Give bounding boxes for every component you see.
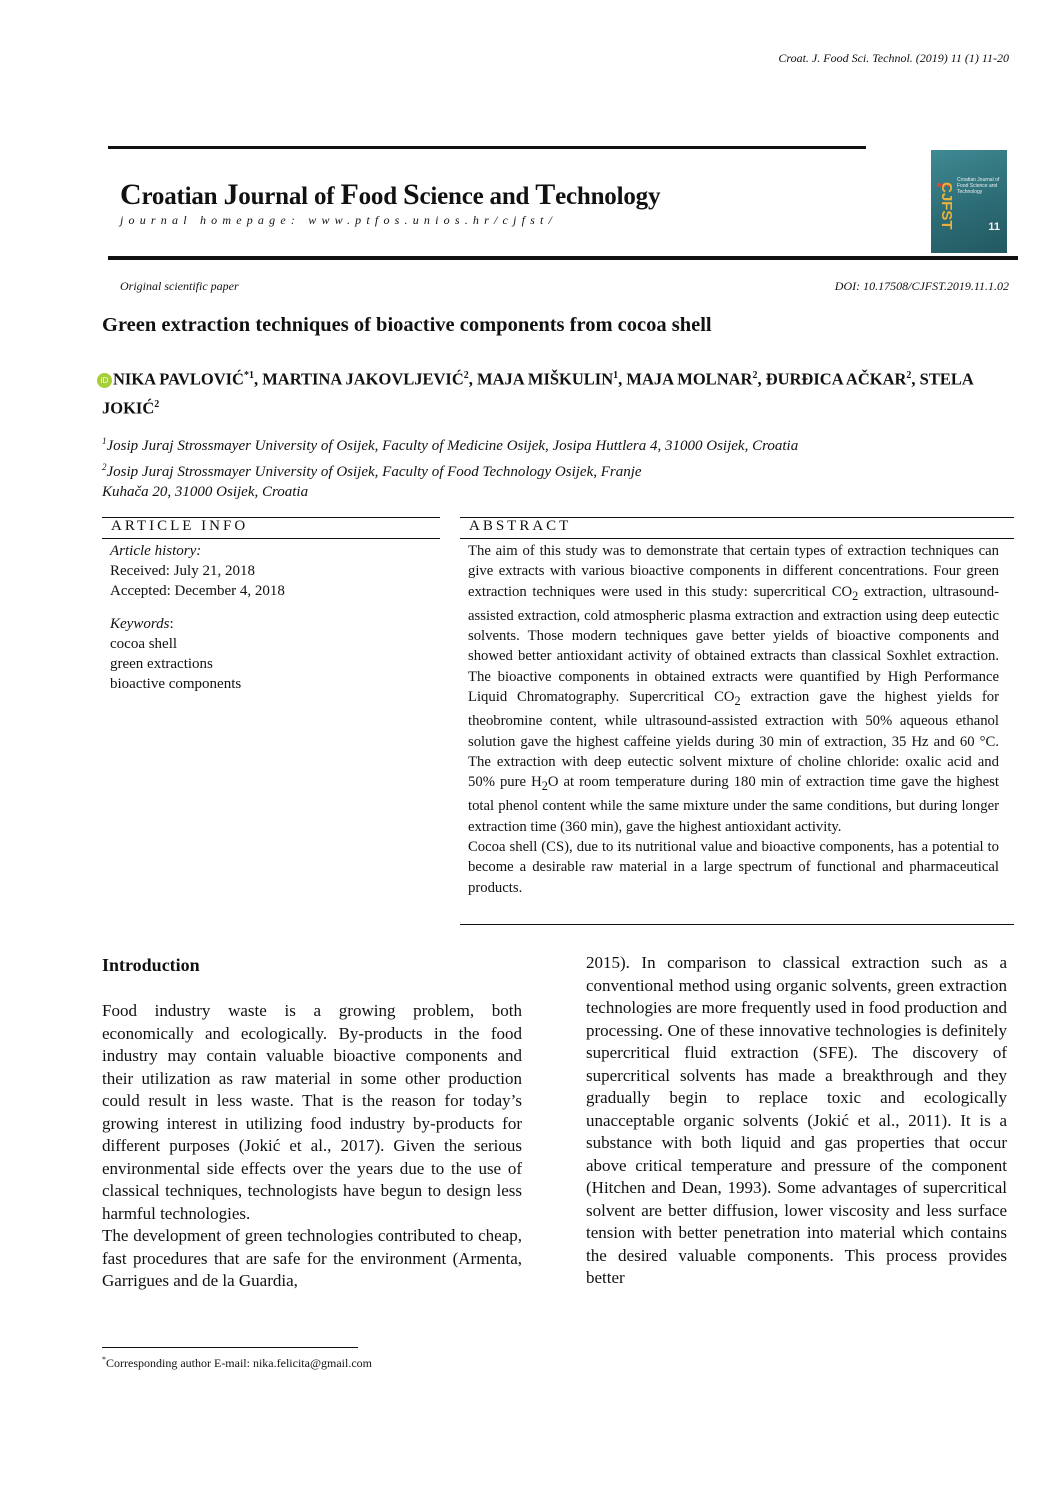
abstract-text bbox=[468, 541, 999, 898]
body-column-right bbox=[586, 952, 1007, 1290]
body-paragraph: The development of green technologies contributed to cheap, fast procedures that are safe for the environment (Armenta, Garrigues and de la Guardia, bbox=[102, 1226, 522, 1290]
affiliations bbox=[102, 431, 962, 503]
keyword-item: cocoa shell bbox=[110, 636, 178, 652]
journal-cover-image bbox=[931, 150, 1007, 253]
body-paragraph: 2015). In comparison to classical extraction such as a conventional method using organic solvents, green extraction technologies are more frequently used in food production and processing. One of these innovative technologies is definitely supercritical fluid extraction (SFE). The discovery of supercritical solvents has made a breakthrough and they gradually begin to replace toxic and ecologically unacceptable organic solvents (Jokić et al., 2011). It is a substance with both liquid and gas properties that occur above critical temperature and pressure of the component (Hitchen and Dean, 1993). Some advantages of supercritical solvent are better diffusion, lower viscosity and less surface tension with better penetration into material which contains the desired valuable components. This process provides better bbox=[586, 953, 1007, 1287]
author-name: MAJA MIŠKULIN bbox=[477, 369, 614, 389]
keyword-item: bioactive components bbox=[110, 676, 242, 692]
affiliation-text: Josip Juraj Strossmayer University of Osijek, Faculty of Medicine Osijek, Josipa Huttlera 4, 31000 Osijek, Croatia bbox=[106, 438, 799, 454]
affiliation-1 bbox=[102, 431, 962, 457]
journal-title[interactable] bbox=[120, 178, 660, 212]
cover-issue-number: 11 bbox=[988, 221, 1000, 233]
header-rule-top bbox=[108, 146, 866, 149]
author-sup: 2 bbox=[752, 370, 758, 381]
abstract-sub-rule bbox=[460, 538, 1014, 539]
body-paragraph: Food industry waste is a growing problem, both economically and ecologically. By-products in the food industry may contain valuable bioactive components and their utilization as raw material in some other production could result in less waste. That is the reason for today’s growing interest in utilizing food industry by-products for different purposes (Jokić et al., 2017). Given the serious environmental side effects over the years due to the use of classical techniques, technologists have begun to design less harmful technologies. bbox=[102, 1001, 522, 1223]
journal-title-cap: C bbox=[120, 178, 142, 211]
affiliation-sup: 2 bbox=[102, 461, 107, 472]
article-info-sub-rule bbox=[102, 538, 440, 539]
journal-citation: Croat. J. Food Sci. Technol. (2019) 11 (1) 11-20 bbox=[778, 51, 1009, 65]
abstract-bottom-rule bbox=[460, 924, 1014, 925]
author-sup: 2 bbox=[463, 370, 469, 381]
journal-title-cap: S bbox=[402, 178, 420, 211]
journal-homepage-link[interactable]: journal homepage: www.ptfos.unios.hr/cjfst/ bbox=[120, 213, 558, 227]
article-info-block bbox=[110, 541, 440, 694]
received-date: Received: July 21, 2018 bbox=[110, 563, 255, 579]
doi-link[interactable]: DOI: 10.17508/CJFST.2019.11.1.02 bbox=[834, 279, 1009, 293]
author-name: NIKA PAVLOVIĆ bbox=[113, 369, 244, 389]
footnote-rule bbox=[102, 1347, 358, 1348]
affiliation-sup: 1 bbox=[102, 436, 107, 446]
affiliation-2 bbox=[102, 457, 962, 483]
introduction-heading: Introduction bbox=[102, 955, 200, 975]
affiliation-2-cont: Kuhača 20, 31000 Osijek, Croatia bbox=[102, 484, 309, 500]
keywords-label: Keywords: bbox=[110, 616, 174, 632]
journal-title-part: ood bbox=[358, 183, 403, 210]
accepted-date: Accepted: December 4, 2018 bbox=[110, 583, 285, 599]
keyword-item: green extractions bbox=[110, 656, 213, 672]
journal-title-cap: F bbox=[340, 178, 359, 211]
paper-type: Original scientific paper bbox=[120, 279, 239, 293]
journal-title-part: echnology bbox=[555, 183, 661, 210]
author-list: iD NIKA PAVLOVIĆ$^{*1}$, MARTINA JAKOVLJEVIĆ$^2$, MAJA MIŠKULIN$^1$, MAJA MOLNAR$^2$, ĐURĐICA AČKAR$^2$, STELA JOKIĆ$^2$ bbox=[102, 363, 1014, 420]
author-name: MARTINA JAKOVLJEVIĆ bbox=[262, 369, 464, 389]
cover-text: Croatian Journal of Food Science and Technology bbox=[957, 177, 1000, 195]
journal-title-part: ournal of bbox=[238, 183, 341, 210]
article-history-label: Article history: bbox=[110, 543, 202, 559]
author-sup: 2 bbox=[906, 370, 912, 381]
article-info-heading: ARTICLE INFO bbox=[111, 518, 249, 534]
abstract-paragraph-1: The aim of this study was to demonstrate that certain types of extraction techniques can give extracts with various bioactive components in different concentrations. Four green extraction techniques were used in this study: supercritical $CO_2$ extraction, ultrasound-assisted extraction, cold atmospheric plasma extraction and extraction using deep eutectic solvents. Those modern techniques gave better yields of bioactive components and showed better antioxidant activity of obtained extracts than classical Soxhlet extraction. The bioactive components in obtained extracts were quantified by High Performance Liquid Chromatography. Supercritical $CO_2$ extraction gave the highest yields for theobromine content, while ultrasound-assisted extraction with 50% aqueous ethanol solution gave the highest caffeine yields during 30 min of extraction, 35 Hz and 60 °C. The extraction with deep eutectic solvent mixture of choline chloride: oxalic acid and 50% pure $H_2O$ at room temperature during 180 min of extraction time gave the highest total phenol content while the same mixture under the same conditions, but during longer extraction time (360 min), gave the highest antioxidant activity. bbox=[468, 543, 999, 835]
orcid-icon[interactable]: iD bbox=[97, 373, 112, 388]
cover-logo: CJFST bbox=[938, 182, 955, 230]
author-name: MAJA MOLNAR bbox=[626, 369, 753, 389]
journal-title-part: cience and bbox=[419, 183, 536, 210]
journal-title-cap: T bbox=[535, 178, 556, 211]
affiliation-text: Josip Juraj Strossmayer University of Osijek, Faculty of Food Technology Osijek, Franje bbox=[106, 463, 642, 480]
author-sup: 1 bbox=[613, 370, 619, 381]
body-column-left bbox=[102, 1000, 522, 1293]
journal-title-cap: J bbox=[223, 178, 239, 211]
author-sup: 2 bbox=[154, 398, 160, 410]
header-rule-bottom bbox=[108, 256, 1018, 260]
corresponding-author-footnote: *Corresponding author E-mail: nika.felicita@gmail.com bbox=[102, 1355, 372, 1370]
author-name: STELA JOKIĆ bbox=[102, 369, 973, 417]
author-sup: *1 bbox=[243, 370, 254, 381]
journal-title-part: roatian bbox=[141, 183, 224, 210]
article-title: Green extraction techniques of bioactive components from cocoa shell bbox=[102, 314, 712, 336]
abstract-paragraph-2: Cocoa shell (CS), due to its nutritional value and bioactive components, has a potential to become a desirable raw material in a large spectrum of functional and pharmaceutical products. bbox=[468, 838, 999, 896]
abstract-heading: ABSTRACT bbox=[469, 518, 572, 534]
author-name: ĐURĐICA AČKAR bbox=[765, 369, 907, 389]
